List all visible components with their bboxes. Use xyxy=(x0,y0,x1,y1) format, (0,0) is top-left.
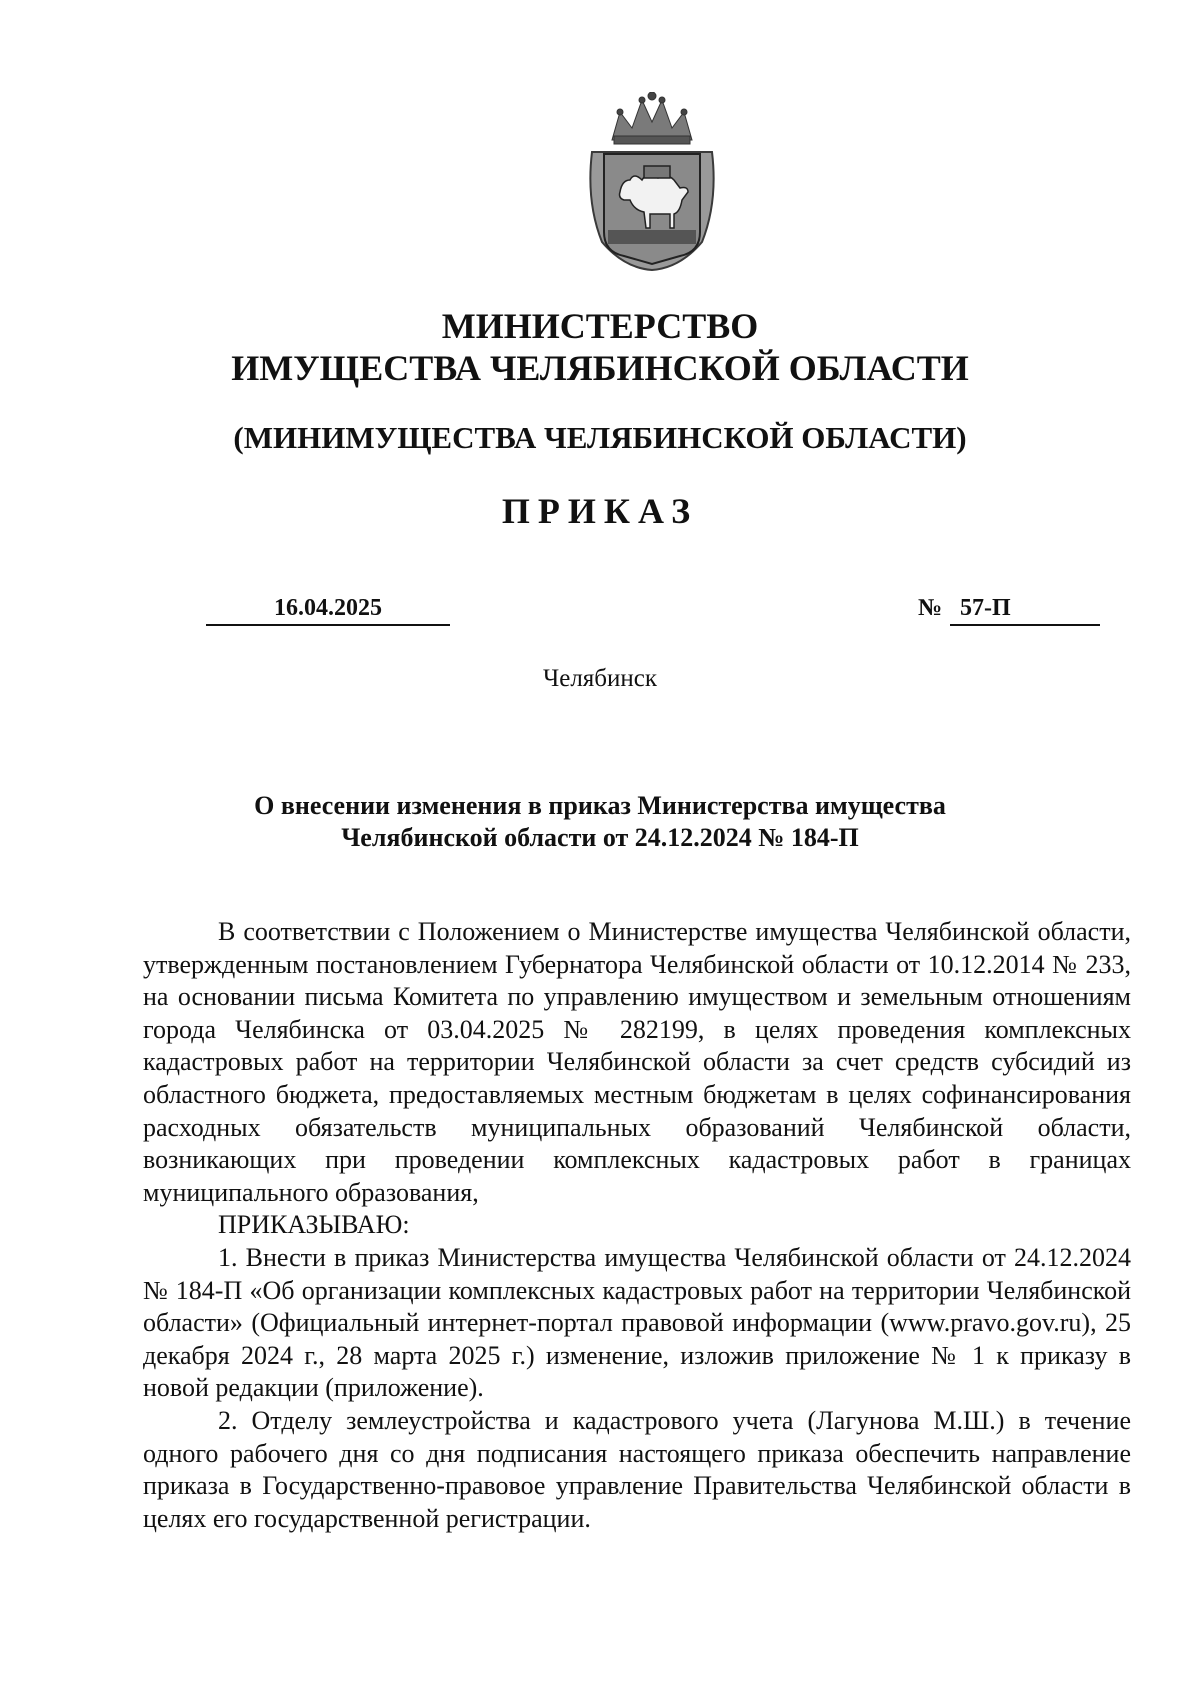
city: Челябинск xyxy=(542,665,658,692)
ministry-short-name: (МИНИМУЩЕСТВА ЧЕЛЯБИНСКОЙ ОБЛАСТИ) xyxy=(233,420,967,455)
order-number: 57-П xyxy=(960,595,1011,621)
chelyabinsk-coat-of-arms-icon xyxy=(584,92,720,272)
order-item-2: 2. Отделу землеустройства и кадастрового учета (Лагунова М.Ш.) в течение одного рабочего дня со дня подписания настоящего приказа обеспечить направление приказа в Государственно-правовое управление Правительства Челябинской области в целях его государственной регистрации. xyxy=(143,1405,1131,1533)
order-body xyxy=(143,916,1131,1535)
order-word: ПРИКАЗЫВАЮ: xyxy=(218,1210,410,1240)
order-item-1: 1. Внести в приказ Министерства имущества Челябинской области от 24.12.2024 № 184-П «Об организации комплексных кадастровых работ на территории Челябинской области» (Официальный интернет-портал правовой информации (www.pravo.gov.ru), 25 декабря 2024 г., 28 марта 2025 г.) изменение, изложив приложение № 1 к приказу в новой редакции (приложение). xyxy=(143,1242,1131,1403)
ministry-title-line2: ИМУЩЕСТВА ЧЕЛЯБИНСКОЙ ОБЛАСТИ xyxy=(231,348,969,388)
order-number-field xyxy=(950,594,1100,626)
preamble-paragraph: В соответствии с Положением о Министерстве имущества Челябинской области, утвержденным постановлением Губернатора Челябинской области от 10.12.2014 № 233, на основании письма Комитета по управлению имуществом и земельным отношениям города Челябинска от 03.04.2025 № 282199, в целях проведения комплексных кадастровых работ на территории Челябинской области за счет средств субсидий из областного бюджета, предоставляемых местным бюджетам в целях софинансирования расходных обязательств муниципальных образований Челябинской области, возникающих при проведении комплексных кадастровых работ в границах муниципального образования, xyxy=(143,917,1131,1207)
document-type: ПРИКАЗ xyxy=(501,491,699,531)
order-date: 16.04.2025 xyxy=(206,594,450,626)
order-subject xyxy=(150,790,1050,854)
subject-line1: О внесении изменения в приказ Министерства имущества xyxy=(254,791,946,820)
subject-line2: Челябинской области от 24.12.2024 № 184-П xyxy=(341,823,859,852)
order-number-label: № xyxy=(918,595,943,621)
ministry-title-line1: МИНИСТЕРСТВО xyxy=(441,306,759,346)
